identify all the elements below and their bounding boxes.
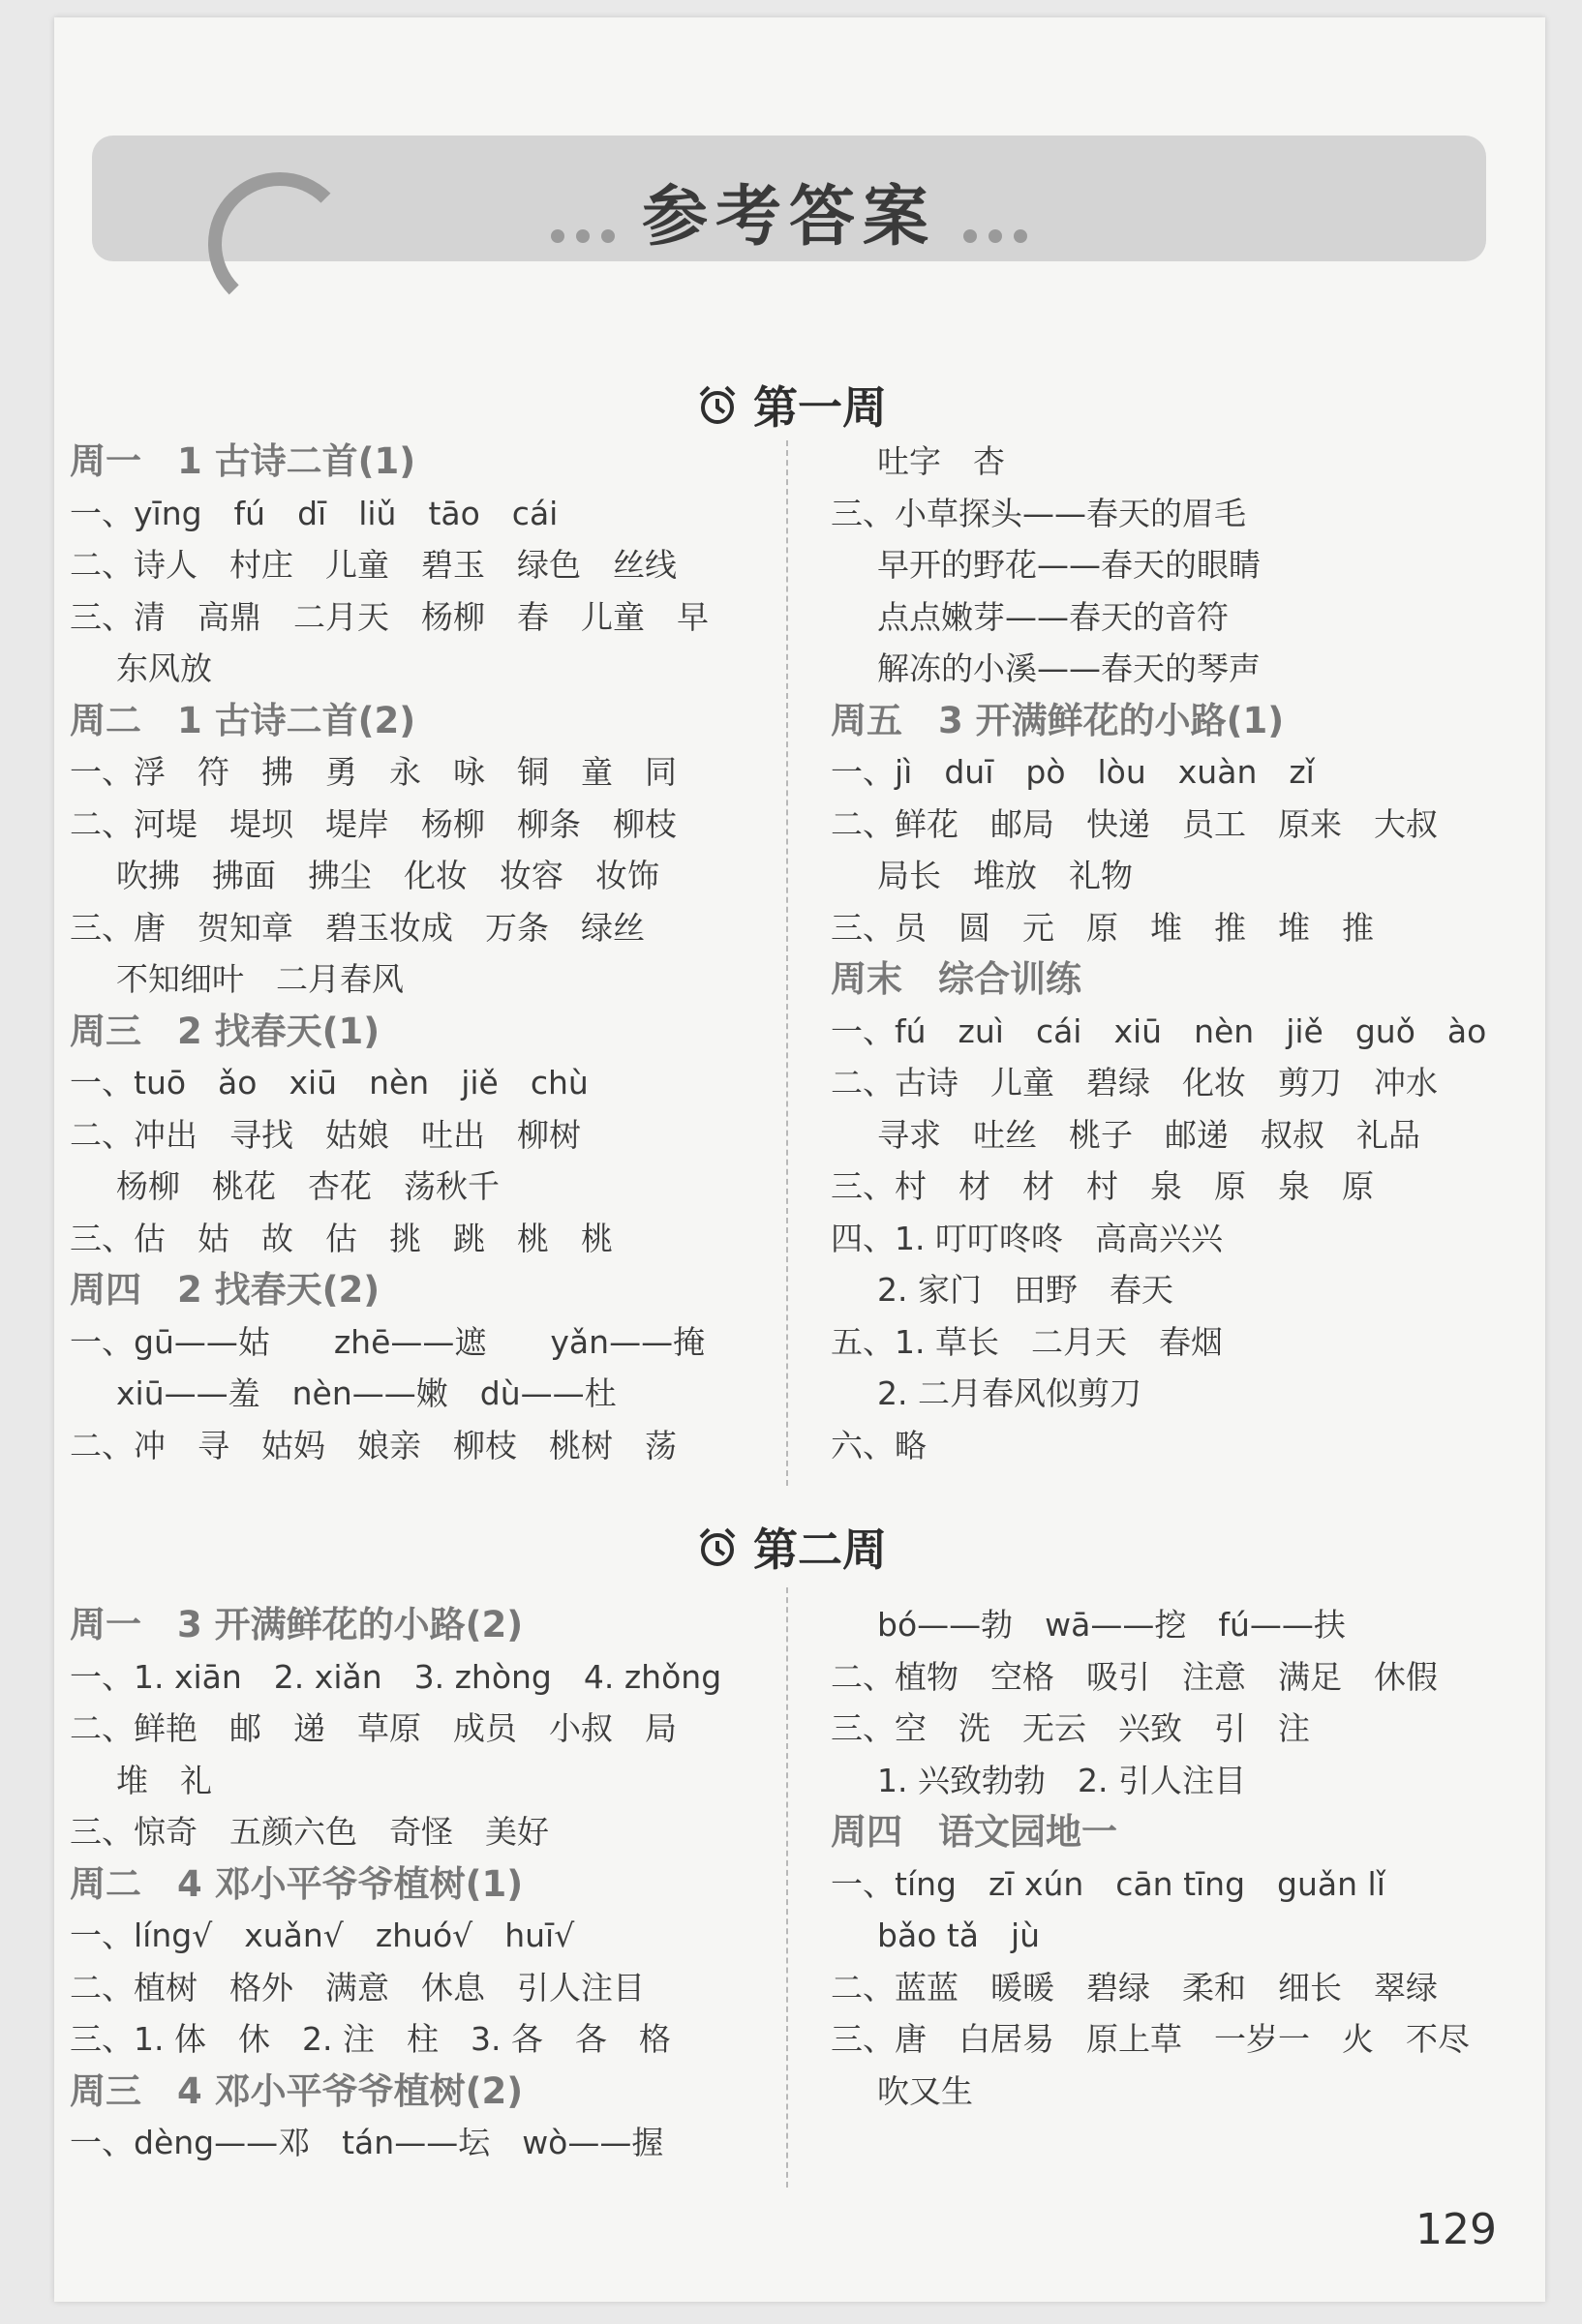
alarm-clock-icon xyxy=(695,1525,740,1581)
answer-line: 吹又生 xyxy=(877,2071,973,2110)
week1-right-column xyxy=(831,436,1547,1471)
answer-line: 三、小草探头——春天的眉毛 xyxy=(831,494,1246,532)
week2-heading xyxy=(0,1515,1582,1581)
column-divider xyxy=(786,440,788,1486)
week2-title: 第二周 xyxy=(753,1524,887,1576)
week1-left-column xyxy=(70,436,786,1471)
answer-line: 六、略 xyxy=(831,1426,927,1464)
answer-line: 三、清 高鼎 二月天 杨柳 春 儿童 早 xyxy=(70,597,709,636)
answer-line: 三、唐 贺知章 碧玉妆成 万条 绿丝 xyxy=(70,908,645,947)
week1-heading xyxy=(0,373,1582,438)
answer-line: 一、fú zuì cái xiū nèn jiě guǒ ào xyxy=(831,1011,1487,1050)
answer-line: 一、1. xiān 2. xiǎn 3. zhòng 4. zhǒng xyxy=(70,1657,722,1696)
answer-line: 1. 兴致勃勃 2. 引人注目 xyxy=(877,1761,1246,1799)
answer-line: 早开的野花——春天的眼睛 xyxy=(877,546,1261,584)
page-number: 129 xyxy=(1415,2205,1497,2254)
answer-line: 三、村 材 材 村 泉 原 泉 原 xyxy=(831,1167,1374,1205)
answer-line: 不知细叶 二月春风 xyxy=(116,960,404,998)
answer-line: 一、jì duī pò lòu xuàn zǐ xyxy=(831,753,1315,791)
answer-line: 吹拂 拂面 拂尘 化妆 妆容 妆饰 xyxy=(116,857,659,894)
week1-title: 第一周 xyxy=(753,381,887,434)
answer-line: xiū——羞 nèn——嫩 dù——杜 xyxy=(116,1374,617,1412)
answer-line: 二、冲出 寻找 姑娘 吐出 柳树 xyxy=(70,1115,581,1154)
section-heading: 周一 1 古诗二首(1) xyxy=(70,440,416,482)
answer-line: 二、冲 寻 姑妈 娘亲 柳枝 桃树 荡 xyxy=(70,1426,677,1464)
answer-line: 二、诗人 村庄 儿童 碧玉 绿色 丝线 xyxy=(70,546,677,584)
banner-title-text: 参考答案 xyxy=(641,179,936,256)
answer-line: 2. 家门 田野 春天 xyxy=(877,1271,1173,1309)
answer-line: 四、1. 叮叮咚咚 高高兴兴 xyxy=(831,1219,1223,1257)
answer-line: 杨柳 桃花 杏花 荡秋千 xyxy=(116,1167,500,1205)
answer-line: 三、估 姑 故 估 挑 跳 桃 桃 xyxy=(70,1219,613,1257)
answer-line: 东风放 xyxy=(116,649,212,687)
section-heading: 周四 语文园地一 xyxy=(831,1811,1117,1853)
answer-line: 二、鲜艳 邮 递 草原 成员 小叔 局 xyxy=(70,1709,677,1747)
section-heading: 周二 4 邓小平爷爷植树(1) xyxy=(70,1862,524,1905)
answer-line: 三、唐 白居易 原上草 一岁一 火 不尽 xyxy=(831,2020,1470,2058)
answer-line: 二、蓝蓝 暖暖 碧绿 柔和 细长 翠绿 xyxy=(831,1968,1438,2007)
section-heading: 周二 1 古诗二首(2) xyxy=(70,699,416,741)
answer-line: 解冻的小溪——春天的琴声 xyxy=(877,649,1261,687)
answer-line: 三、惊奇 五颜六色 奇怪 美好 xyxy=(70,1813,549,1851)
answer-line: 二、河堤 堤坝 堤岸 杨柳 柳条 柳枝 xyxy=(70,804,677,843)
answer-line: 二、鲜花 邮局 快递 员工 原来 大叔 xyxy=(831,804,1438,843)
answer-line: bǎo tǎ jù xyxy=(877,1917,1041,1954)
alarm-clock-icon xyxy=(695,383,740,438)
answer-line: 一、yīng fú dī liǔ tāo cái xyxy=(70,494,559,532)
answer-line: 二、古诗 儿童 碧绿 化妆 剪刀 冲水 xyxy=(831,1064,1438,1102)
dots-decoration xyxy=(958,183,1033,259)
answer-line: 一、浮 符 拂 勇 永 咏 铜 童 同 xyxy=(70,753,677,791)
answer-line: 局长 堆放 礼物 xyxy=(877,857,1133,894)
answer-line: 一、líng√ xuǎn√ zhuó√ huī√ xyxy=(70,1917,575,1954)
column-divider xyxy=(786,1587,788,2188)
answer-line: 堆 礼 xyxy=(116,1761,212,1799)
answer-line: 一、tíng zī xún cān tīng guǎn lǐ xyxy=(831,1864,1385,1903)
week2-left-column xyxy=(70,1599,786,2169)
section-heading: 周三 4 邓小平爷爷植树(2) xyxy=(70,2069,524,2112)
answer-line: 二、植树 格外 满意 休息 引人注目 xyxy=(70,1968,645,2007)
answer-line: 三、1. 体 休 2. 注 柱 3. 各 各 格 xyxy=(70,2020,671,2058)
answer-line: 二、植物 空格 吸引 注意 满足 休假 xyxy=(831,1657,1438,1696)
answer-line: 2. 二月春风似剪刀 xyxy=(877,1374,1141,1412)
answer-line: 一、tuō ǎo xiū nèn jiě chù xyxy=(70,1064,589,1102)
dots-decoration xyxy=(545,183,621,259)
section-heading: 周三 2 找春天(1) xyxy=(70,1010,380,1052)
section-heading: 周末 综合训练 xyxy=(831,958,1081,1000)
answer-line: 三、员 圆 元 原 堆 推 堆 推 xyxy=(831,908,1374,947)
answer-line: 五、1. 草长 二月天 春烟 xyxy=(831,1322,1223,1361)
answer-line: 吐字 杏 xyxy=(877,442,1005,480)
week2-right-column xyxy=(831,1599,1547,2117)
answer-line: 三、空 洗 无云 兴致 引 注 xyxy=(831,1709,1310,1747)
answer-line: bó——勃 wā——挖 fú——扶 xyxy=(877,1606,1346,1644)
answer-line: 一、gū——姑 zhē——遮 yǎn——掩 xyxy=(70,1322,706,1361)
section-heading: 周一 3 开满鲜花的小路(2) xyxy=(70,1604,524,1645)
answer-line: 寻求 吐丝 桃子 邮递 叔叔 礼品 xyxy=(877,1115,1420,1154)
section-heading: 周四 2 找春天(2) xyxy=(70,1269,380,1311)
clock-decoration-icon xyxy=(208,172,351,316)
section-heading: 周五 3 开满鲜花的小路(1) xyxy=(831,699,1285,741)
answer-line: 一、dèng——邓 tán——坛 wò——握 xyxy=(70,2124,664,2161)
answer-line: 点点嫩芽——春天的音符 xyxy=(877,597,1229,636)
